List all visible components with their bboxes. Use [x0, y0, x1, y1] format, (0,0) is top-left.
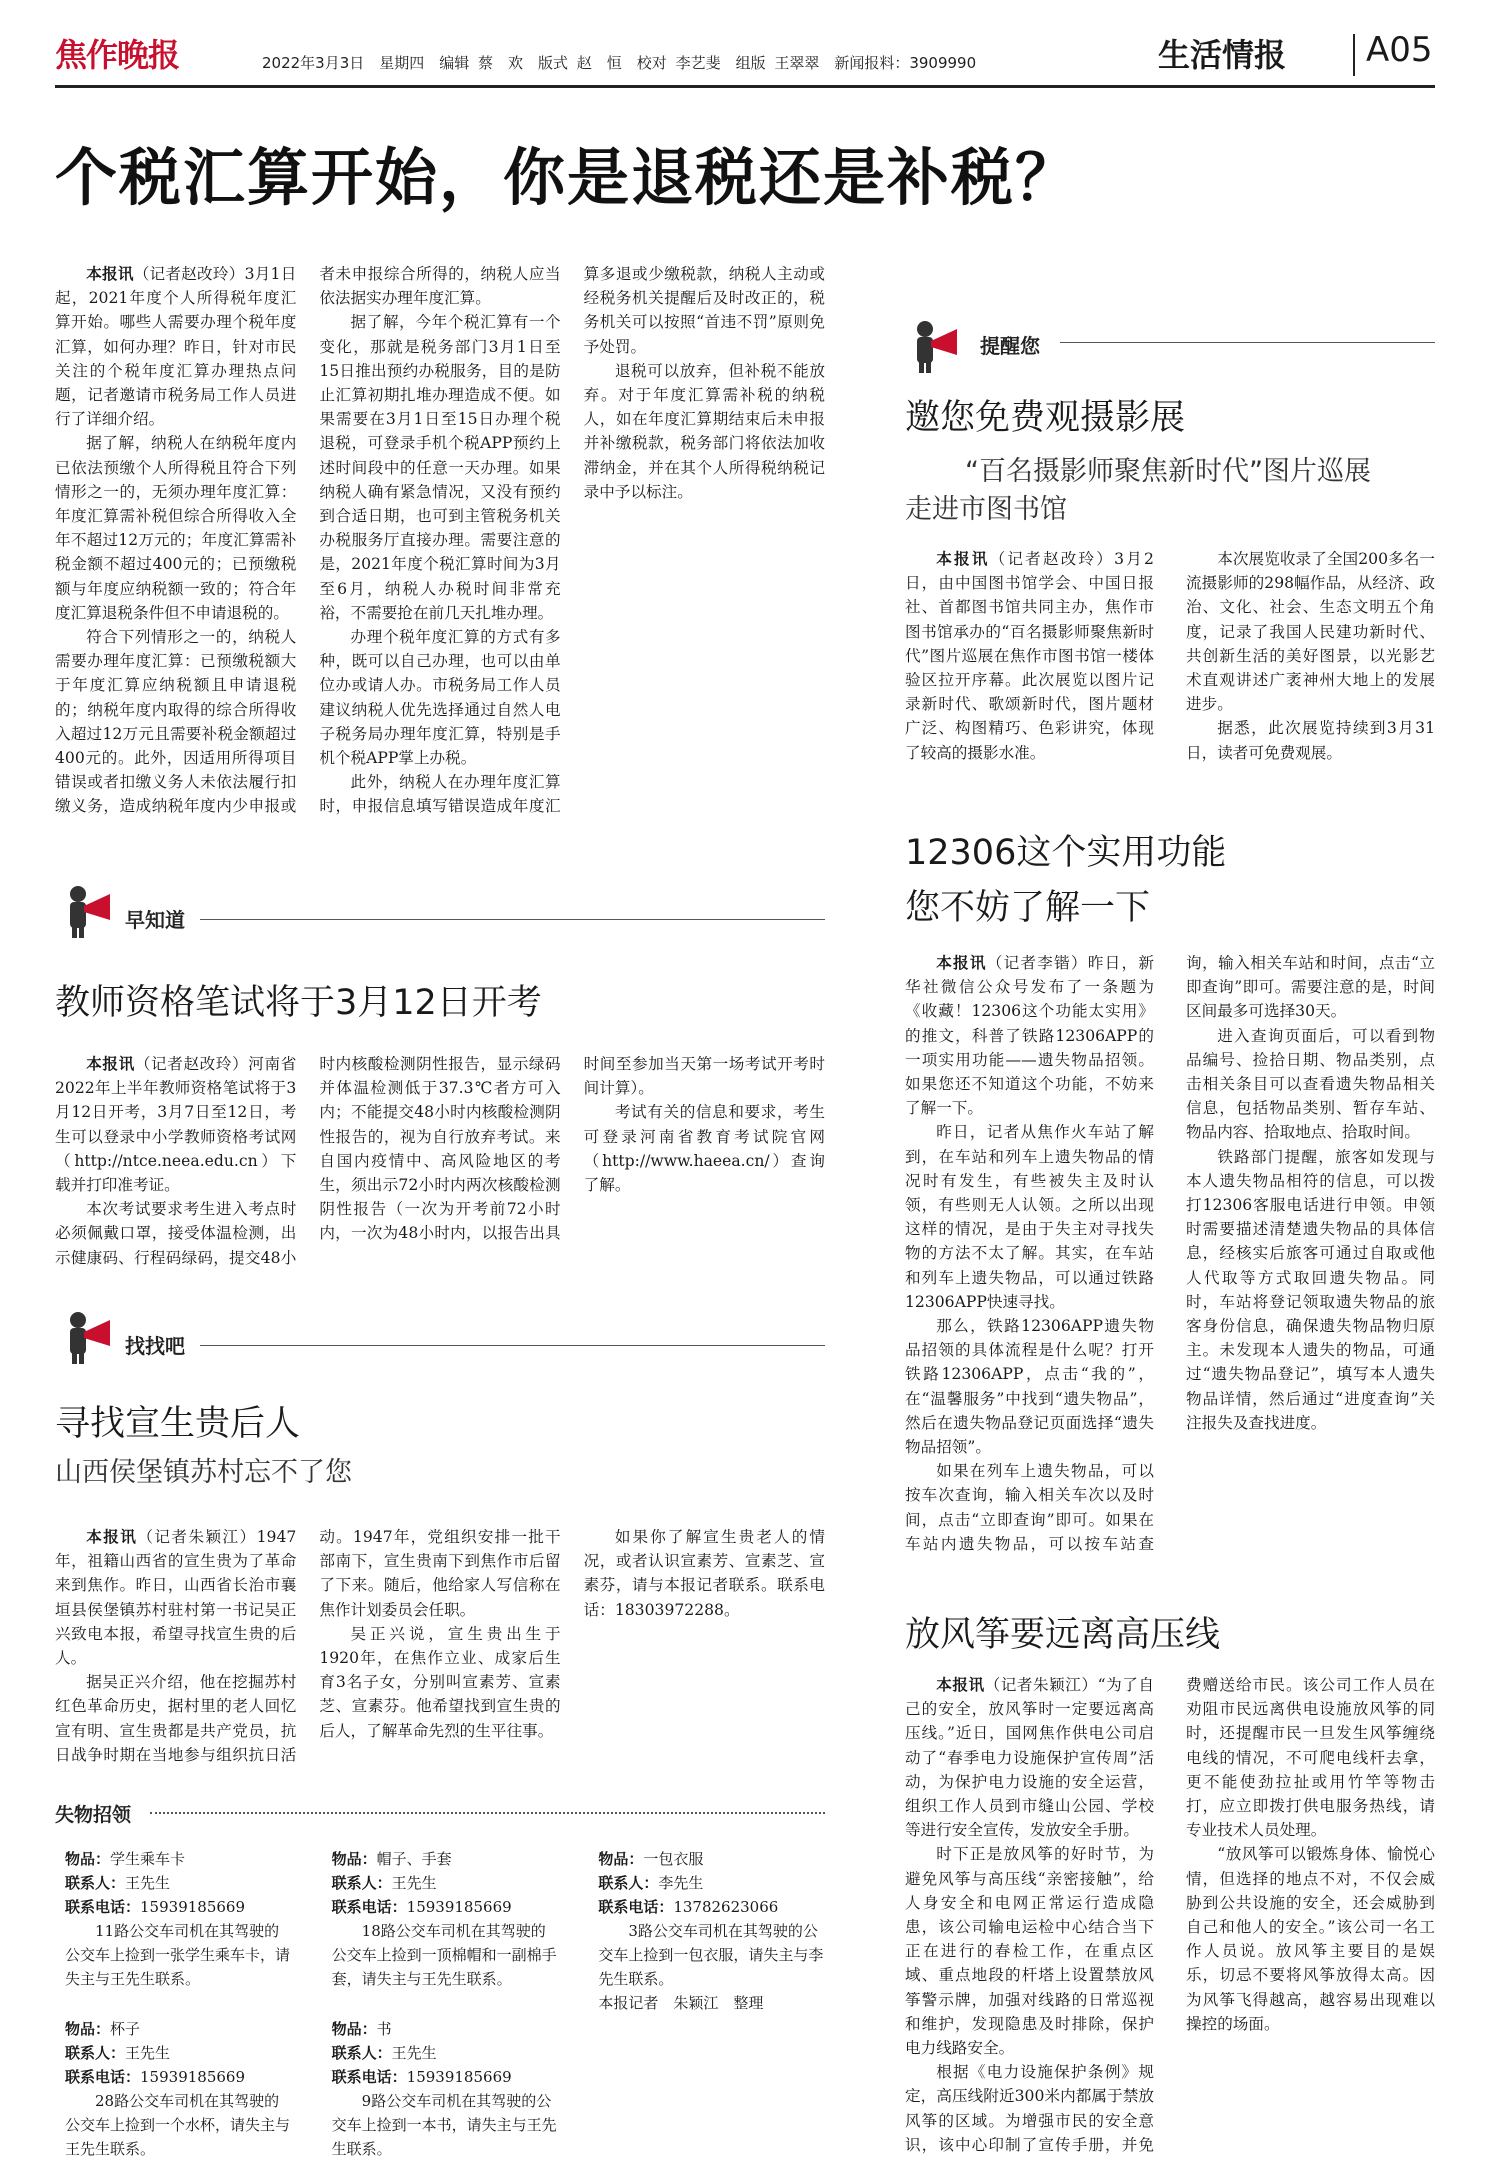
lostfound-item: [65, 1847, 292, 1991]
item-label: 物品：: [331, 2020, 377, 2038]
teacher-para: 考试有关的信息和要求，考生可登录河南省教育考试院官网（http://www.haeea.cn/）查询了解。: [583, 1103, 825, 1195]
lostfound-item: [332, 1847, 559, 1991]
tax-reporter: （记者赵改玲）: [133, 265, 245, 283]
phone-number: 15939185669: [140, 2068, 245, 2086]
search-reporter: （记者朱颖江）: [137, 1528, 257, 1546]
rail-para: 如果在列车上遗失物品，可以按车次查询，输入相关车次以及时间，点击“立即查询”即可。如果在车站内遗失物品，可以按车站查询，输入相关车站和时间，点击“立即查询”即可。需要注意的是，时间区间最多可选择30天。: [905, 954, 1435, 1553]
kite-reporter: （记者朱颖江）: [984, 1676, 1098, 1694]
kite-lead: 本报讯: [936, 1675, 985, 1694]
lostfound-item: [65, 2017, 292, 2161]
kite-headline: 放风筝要远离高压线: [905, 1615, 1221, 1655]
tax-para: 此外，纳税人在办理年度汇算时，申报信息填写错误造成年度汇算多退或少缴税款，纳税人主动或经税务机关提醒后及时改正的，税务机关可以按照“首违不罚”原则免予处罚。: [319, 265, 825, 816]
contact-label: 联系人：: [65, 1874, 126, 1892]
item-desc: 28路公交车司机在其驾驶的公交车上捡到一个水杯，请失主与王先生联系。: [65, 2092, 291, 2158]
search-lead: 本报讯: [86, 1527, 138, 1546]
rail-para: 铁路部门提醒，旅客如发现与本人遗失物品相符的信息，可以拨打12306客服电话进行申领。申领时需要描述清楚遗失物品的具体信息，经核实后旅客可通过自取或他人代取等方式取回遗失物品。同时，车站将登记领取遗失物品的旅客身份信息，确保遗失物品物归原主。未发现本人遗失的物品，可通过“遗失物品登记”，填写本人遗失物品详情，然后通过“进度查询”关注报失及查找进度。: [1186, 1147, 1435, 1432]
phone-number: 13782623066: [673, 1898, 779, 1916]
section-name: 生活情报: [1158, 36, 1287, 74]
kite-para: “为了自己的安全，放风筝时一定要远离高压线。”近日，国网焦作供电公司启动了“春季电力设施保护宣传周”活动，为保护电力设施的安全运营，组织工作人员到市缝山公园、学校等进行安全宣传，发放安全手册。: [905, 1676, 1154, 1840]
search-article: [55, 1525, 825, 1769]
contact-name: 王先生: [391, 1874, 437, 1892]
tax-para: 据了解，今年个税汇算有一个变化，那就是税务部门3月1日至15日推出预约办税服务，目的是防止汇算初期扎堆办理造成不便。如果需要在3月1日至15日办理个税退税，可登录手机个税APP预约上述时间段中的任意一天办理。如果纳税人确有紧急情况，又没有预约到合适日期，也可到主管税务机关办税服务厅直接办理。需要注意的是，2021年度个税汇算时间为3月至6月，纳税人办税时间非常充裕，不需要抢在前几天扎堆办理。: [319, 313, 561, 622]
search-subtitle: 山西侯堡镇苏村忘不了您: [55, 1457, 352, 1488]
search-para: 1947年，祖籍山西省的宣生贵为了革命来到焦作。昨日，山西省长治市襄垣县侯堡镇苏村驻村第一书记吴正兴致电本报，希望寻找宣生贵的后人。: [55, 1528, 297, 1668]
contact-name: 王先生: [125, 1874, 171, 1892]
lostfound-item: [598, 1847, 825, 2015]
phone-label: 联系电话：: [65, 2068, 141, 2086]
photo-lead: 本报讯: [936, 549, 990, 568]
item-name: 书: [376, 2020, 392, 2038]
kite-article: [905, 1673, 1435, 2169]
item-desc: 3路公交车司机在其驾驶的公交车上捡到一包衣服，请失主与李先生联系。: [598, 1922, 824, 1988]
rail-para: 昨日，新华社微信公众号发布了一条题为《收藏！12306这个功能太实用》的推文，科普了铁路12306APP的一项实用功能——遗失物品招领。如果您还不知道这个功能，不妨来了解一下。: [905, 954, 1154, 1118]
megaphone-icon: [58, 1306, 118, 1366]
item-desc: 18路公交车司机在其驾驶的公交车上捡到一顶棉帽和一副棉手套，请失主与王先生联系。: [331, 1922, 557, 1988]
photo-reporter: （记者赵改玲）: [989, 550, 1115, 568]
kite-para: 时下正是放风筝的好时节，为避免风筝与高压线“亲密接触”，给人身安全和电网正常运行造成隐患，该公司输电运检中心结合当下正在进行的春检工作，在重点区域、重点地段的杆塔上设置禁放风筝警示牌，加强对线路的日常巡视和维护，发现隐患及时排除，保护电力线路安全。: [905, 1845, 1154, 2058]
item-label: 物品：: [65, 1850, 111, 1868]
item-name: 一包衣服: [643, 1850, 704, 1868]
photo-article: [905, 547, 1435, 792]
contact-name: 王先生: [391, 2044, 437, 2062]
photo-para: 据悉，此次展览持续到3月31日，读者可免费观展。: [1186, 719, 1435, 762]
rail-para: 昨日，记者从焦作火车站了解到，在车站和列车上遗失物品的情况时有发生，有些被失主及时认领，有些则无人认领。之所以出现这样的情况，是由于失主对寻找失物的方法不太了解。其实，在车站和列车上遗失物品，可以通过铁路12306APP快速寻找。: [905, 1123, 1154, 1311]
contact-label: 联系人：: [331, 1874, 392, 1892]
phone-label: 联系电话：: [331, 2068, 407, 2086]
section-tag-zhaozhaoba: 找找吧: [125, 1334, 185, 1358]
megaphone-icon: [58, 880, 118, 940]
tax-para: 退税可以放弃，但补税不能放弃。对于年度汇算需补税的纳税人，如在年度汇算期结束后未申报并补缴税款，税务部门将依法加收滞纳金，并在其个人所得税纳税记录中予以标注。: [583, 361, 825, 501]
item-label: 物品：: [65, 2020, 111, 2038]
item-label: 物品：: [331, 1850, 377, 1868]
item-desc: 9路公交车司机在其驾驶的公交车上捡到一本书，请失主与王先生联系。: [331, 2092, 557, 2158]
teacher-para: 本次考试要求考生进入考点时必须佩戴口罩，接受体温检测，出示健康码、行程码绿码，提交48小时内核酸检测阴性报告，显示绿码并体温检测低于37.3℃者方可入内；不能提交48小时内核酸检测阴性报告的，视为自行放弃考试。来自国内疫情中、高风险地区的考生，须出示72小时内两次核酸检测阴性报告（一次为开考前72小时内，一次为48小时内，以报告出具时间至参加当天第一场考试开考时间计算）。: [55, 1055, 825, 1267]
search-headline: 寻找宣生贵后人: [55, 1404, 301, 1444]
search-para: 据吴正兴介绍，他在挖掘苏村红色革命历史，据村里的老人回忆宣有明、宣生贵都是共产党员，抗日战争时期在当地参与组织抗日活动。1947年，党组织安排一批干部南下，宣生贵南下到焦作市后留了下来。随后，他给家人写信称在焦作计划委员会任职。: [55, 1528, 561, 1764]
section-tag-zaozhidao: 早知道: [125, 908, 185, 932]
item-name: 学生乘车卡: [110, 1850, 186, 1868]
contact-label: 联系人：: [65, 2044, 126, 2062]
newspaper-logo: 焦作晚报: [55, 36, 180, 74]
megaphone-icon: [905, 315, 965, 375]
lostfound-title: 失物招领: [55, 1804, 132, 1826]
lostfound-item: [332, 2017, 559, 2161]
tax-para: 3月1日起，2021年度个人所得税年度汇算开始。哪些人需要办理个税年度汇算，如何办理？昨日，针对市民关注的个税年度汇算办理热点问题，记者邀请市税务局工作人员进行了详细介绍。: [55, 265, 297, 429]
contact-label: 联系人：: [598, 1874, 659, 1892]
phone-number: 15939185669: [140, 1898, 245, 1916]
item-name: 帽子、手套: [376, 1850, 452, 1868]
tax-article: [55, 262, 825, 832]
lostfound-rule: [150, 1812, 825, 1814]
item-label: 物品：: [598, 1850, 644, 1868]
kite-para: 根据《电力设施保护条例》规定，高压线附近300米内都属于禁放风筝的区域。为增强市民的安全意识，该中心印制了宣传手册，并免费赠送给市民。该公司工作人员在劝阻市民远离供电设施放风筝的同时，还提醒市民一旦发生风筝缠绕电线的情况，不可爬电线杆去拿，更不能使劲拉扯或用竹竿等物击打，应立即拨打供电服务热线，请专业技术人员处理。: [905, 1676, 1435, 2154]
header-rule: [55, 85, 1435, 88]
tax-para: 符合下列情形之一的，纳税人需要办理年度汇算：已预缴税额大于年度汇算应纳税额且申请退税的；纳税年度内取得的综合所得收入超过12万元且需要补税金额超过400元的。此外，因适用所得项目错误或者扣缴义务人未依法履行扣缴义务，造成纳税年度内少申报或者未申报综合所得的，纳税人应当依法据实办理年度汇算。: [55, 265, 561, 816]
contact-name: 王先生: [125, 2044, 171, 2062]
issue-meta: 2022年3月3日 星期四 编辑 蔡 欢 版式 赵 恒 校对 李艺斐 组版 王翠翠 新闻报料：3909990: [262, 54, 977, 72]
section-tag-tixingnin: 提醒您: [980, 334, 1040, 358]
rail-para: 进入查询页面后，可以看到物品编号、捡拾日期、物品类别，点击相关条目可以查看遗失物品相关信息，包括物品类别、暂存车站、物品内容、拾取地点、拾取时间。: [1186, 1026, 1435, 1142]
photo-subtitle-1: “百名摄影师聚焦新时代”图片巡展: [965, 456, 1371, 487]
rail-para: 那么，铁路12306APP遗失物品招领的具体流程是什么呢？打开铁路12306APP，点击“我的”，在“温馨服务”中找到“遗失物品”，然后在遗失物品登记页面选择“遗失物品招领”。: [905, 1317, 1154, 1457]
item-desc: 11路公交车司机在其驾驶的公交车上捡到一张学生乘车卡，请失主与王先生联系。: [65, 1922, 291, 1988]
photo-para: 3月2日，由中国图书馆学会、中国日报社、首都图书馆共同主办，焦作市图书馆承办的“百名摄影师聚焦新时代”图片巡展在焦作市图书馆一楼体验区拉开序幕。此次展览以图片记录新时代、歌颂新时代，图片题材广泛、构图精巧、色彩讲究，体现了较高的摄影水准。: [905, 550, 1154, 762]
phone-label: 联系电话：: [598, 1898, 674, 1916]
photo-headline: 邀您免费观摄影展: [905, 398, 1186, 438]
photo-subtitle-2: 走进市图书馆: [905, 494, 1067, 525]
teacher-article: [55, 1052, 825, 1274]
contact-label: 联系人：: [331, 2044, 392, 2062]
photo-para: 本次展览收录了全国200多名一流摄影师的298幅作品，从经济、政治、文化、社会、生态文明五个角度，记录了我国人民建功新时代、共创新生活的美好图景，以光影艺术直观讲述广袤神州大地上的发展进步。: [1186, 550, 1435, 714]
teacher-reporter: （记者赵改玲）: [134, 1055, 249, 1073]
tax-para: 办理个税年度汇算的方式有多种，既可以自己办理，也可以由单位办或请人办。市税务局工作人员建议纳税人优先选择通过自然人电子税务局办理年度汇算，特别是手机个税APP掌上办税。: [319, 628, 561, 768]
contact-name: 李先生: [658, 1874, 704, 1892]
phone-number: 15939185669: [406, 1898, 512, 1916]
rail-headline-2: 您不妨了解一下: [905, 888, 1151, 928]
main-headline: 个税汇算开始，你是退税还是补税？: [55, 141, 1080, 214]
lostfound-list: [65, 1847, 825, 2169]
rail-headline-1: 12306这个实用功能: [905, 833, 1227, 873]
kite-para: “放风筝可以锻炼身体、愉悦心情，但选择的地点不对，不仅会威胁到公共设施的安全，还会威胁到自己和他人的安全。”该公司一名工作人员说。放风筝主要目的是娱乐，切忌不要将风筝放得太高。因为风筝飞得越高，越容易出现难以操控的场面。: [1186, 1845, 1435, 2033]
page-number: A05: [1366, 30, 1433, 70]
phone-label: 联系电话：: [65, 1898, 141, 1916]
lostfound-footer: 本报记者 朱颖江 整理: [598, 1994, 764, 2012]
teacher-headline: 教师资格笔试将于3月12日开考: [55, 983, 542, 1023]
tag-rule: [200, 1345, 825, 1346]
search-para: 如果你了解宣生贵老人的情况，或者认识宣素芳、宣素芝、宣素芬，请与本报记者联系。联系电话：18303972288。: [583, 1528, 825, 1619]
rail-lead: 本报讯: [936, 953, 987, 972]
phone-label: 联系电话：: [331, 1898, 407, 1916]
header-separator: [1353, 34, 1355, 76]
search-para: 吴正兴说，宣生贵出生于1920年，在焦作立业、成家后生育3名子女，分别叫宣素芳、宣素芝、宣素芬。他希望找到宣生贵的后人，了解革命先烈的生平往事。: [319, 1624, 561, 1740]
item-name: 杯子: [110, 2020, 141, 2038]
tax-para: 据了解，纳税人在纳税年度内已依法预缴个人所得税且符合下列情形之一的，无须办理年度汇算：年度汇算需补税但综合所得收入全年不超过12万元的；年度汇算需补税金额不超过400元的；已预缴税额与年度应纳税额一致的；符合年度汇算退税条件但不申请退税的。: [55, 434, 297, 622]
teacher-lead: 本报讯: [86, 1054, 135, 1073]
tax-lead: 本报讯: [86, 264, 134, 283]
tag-rule: [200, 919, 825, 920]
rail-article: [905, 951, 1435, 1559]
phone-number: 15939185669: [406, 2068, 512, 2086]
rail-reporter: （记者李锴）: [986, 954, 1088, 972]
teacher-para: 河南省2022年上半年教师资格笔试将于3月12日开考，3月7日至12日，考生可以登录中小学教师资格考试网（http://ntce.neea.edu.cn）下载并打印准考证。: [55, 1055, 297, 1195]
tag-rule: [1060, 342, 1435, 343]
